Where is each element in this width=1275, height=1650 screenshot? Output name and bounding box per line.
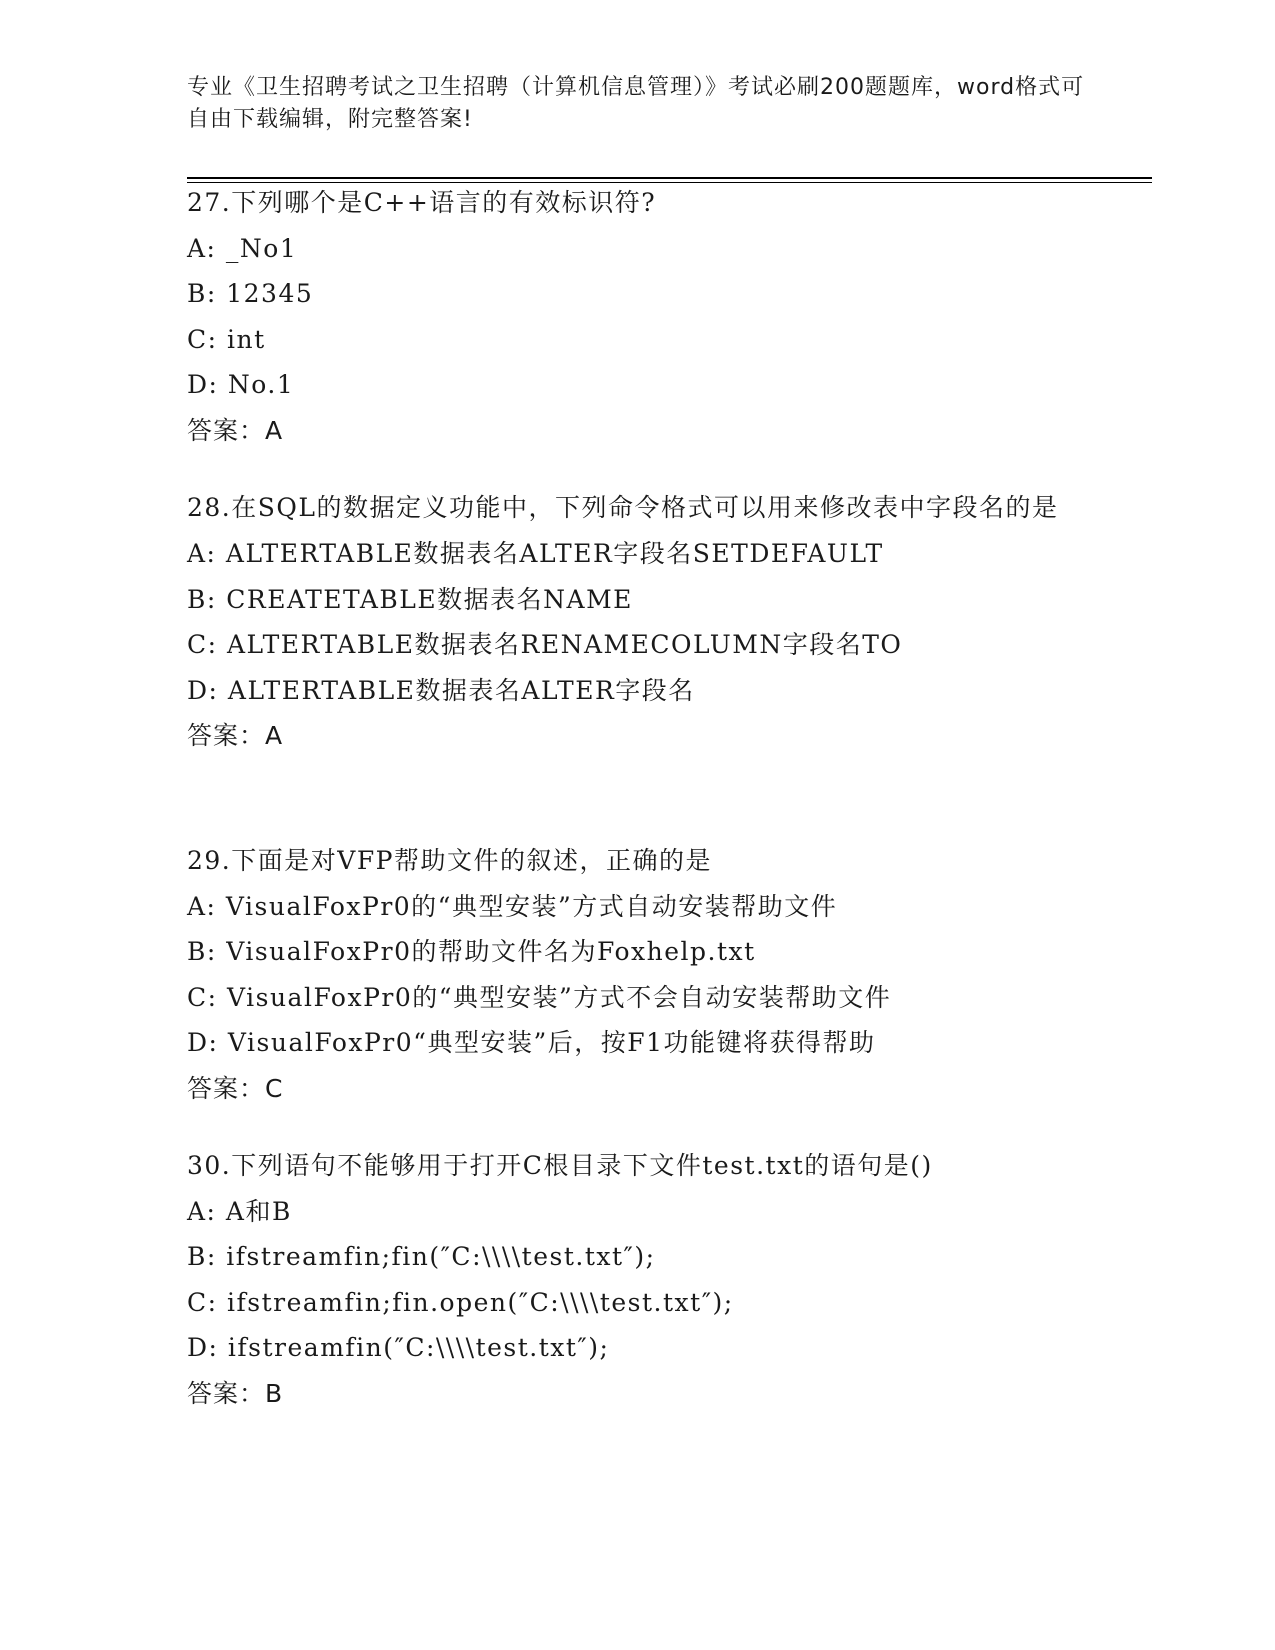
question-stem: 27.下列哪个是C++语言的有效标识符? [187,188,657,217]
question-30 [187,1143,1087,1417]
header-rule-thick [187,177,1152,179]
option-a: A: A和B [187,1196,292,1226]
question-29 [187,838,1087,1112]
question-28 [187,485,1087,759]
option-a: A: ALTERTABLE数据表名ALTER字段名SETDEFAULT [187,539,884,568]
option-c: C: ALTERTABLE数据表名RENAMECOLUMN字段名TO [187,630,903,659]
option-b: B: VisualFoxPr0的帮助文件名为Foxhelp.txt [187,937,756,966]
option-b: B: 12345 [187,279,314,308]
answer-label: 答案：C [187,1073,284,1103]
document-header [187,72,1087,136]
option-d: D: ALTERTABLE数据表名ALTER字段名 [187,675,695,705]
answer-label: 答案：A [187,415,284,445]
option-b: B: ifstreamfin;fin(″C:\\\\test.txt″); [187,1242,656,1271]
question-stem: 29.下面是对VFP帮助文件的叙述，正确的是 [187,846,712,875]
option-c: C: VisualFoxPr0的“典型安装”方式不会自动安装帮助文件 [187,982,892,1012]
option-a: A: VisualFoxPr0的“典型安装”方式自动安装帮助文件 [187,891,838,921]
answer-label: 答案：A [187,721,284,750]
header-text: 专业《卫生招聘考试之卫生招聘（计算机信息管理）》考试必刷200题题库，word格式可自由下载编辑，附完整答案! [187,75,1085,132]
question-stem: 28.在SQL的数据定义功能中，下列命令格式可以用来修改表中字段名的是 [187,493,1059,522]
option-d: D: No.1 [187,370,295,399]
option-d: D: VisualFoxPr0“典型安装”后，按F1功能键将获得帮助 [187,1028,876,1057]
option-d: D: ifstreamfin(″C:\\\\test.txt″); [187,1333,610,1362]
option-b: B: CREATETABLE数据表名NAME [187,584,633,614]
question-27 [187,180,1087,454]
option-c: C: int [187,324,266,354]
option-c: C: ifstreamfin;fin.open(″C:\\\\test.txt″); [187,1287,734,1317]
option-a: A: _No1 [187,233,298,263]
question-stem: 30.下列语句不能够用于打开C根目录下文件test.txt的语句是() [187,1151,933,1180]
answer-label: 答案：B [187,1378,284,1408]
